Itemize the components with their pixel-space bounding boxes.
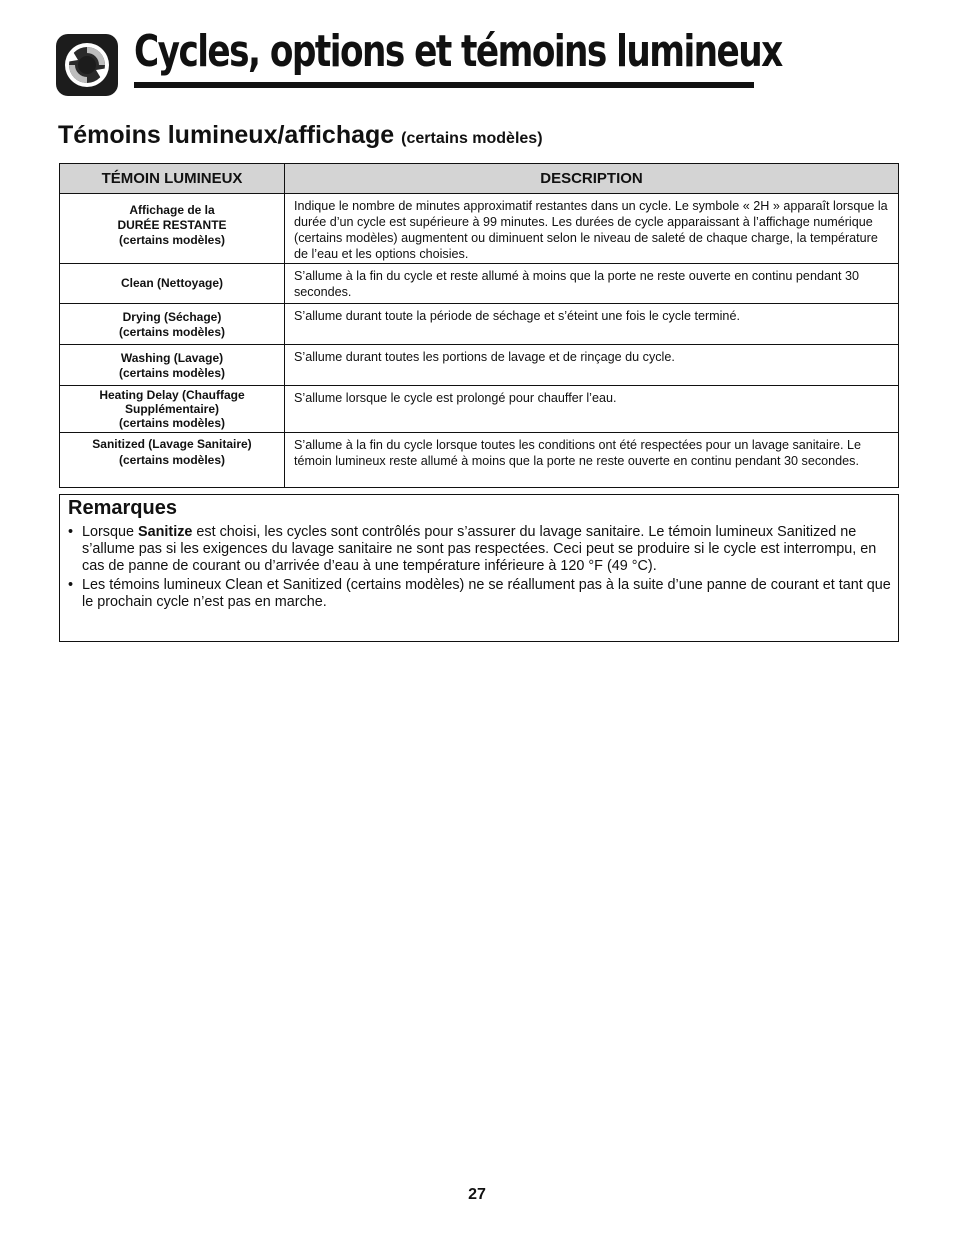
indicator-name-line: Clean (Nettoyage) (120, 276, 224, 290)
table-row (60, 433, 899, 488)
indicator-name (60, 264, 285, 304)
remarks-title: Remarques (68, 497, 177, 519)
table-row (60, 264, 899, 304)
remark-item (68, 524, 894, 575)
page-header (56, 26, 782, 98)
indicator-description: Indique le nombre de minutes approximatif restantes dans un cycle. Le symbole « 2H » apparaît lorsque la durée d’un cycle est supérieure à 99 minutes. Les durées de cycle apparaissant à l’affichage numérique (certains modèles) augmentent ou diminuent selon le niveau de saleté de chaque charge, la température de l’eau et les options choisies. (285, 194, 899, 264)
indicator-description: S’allume à la fin du cycle lorsque toutes les conditions ont été respectées pour un lavage sanitaire. Le témoin lumineux reste allumé à moins que la porte ne reste ouverte en continu pendant 30 secondes. (285, 433, 899, 488)
page-number: 27 (468, 1186, 486, 1203)
remark-text: Les témoins lumineux Clean et Sanitized (certains modèles) ne se réallument pas à la suite d’une panne de courant et tant que le prochain cycle n’est pas en marche. (82, 577, 891, 610)
bullet-icon: • (68, 524, 74, 540)
remark-text: est choisi, les cycles sont contrôlés pour s’assurer du lavage sanitaire. Le témoin lumineux Sanitized ne s’allume pas si les exigences du lavage sanitaire ne sont pas respectées. Ceci peut se produire si le cycle est interrompu, en cas de panne de courant ou d’arrivée d’eau à une température inférieure à 120 °F (49 °C). (82, 524, 877, 574)
indicator-name-line: Affichage de la (129, 203, 215, 217)
indicator-name (60, 386, 285, 433)
table-row (60, 345, 899, 386)
indicator-name-line: (certains modèles) (118, 325, 226, 339)
indicator-name-line: Washing (Lavage) (120, 351, 224, 365)
indicator-description: S’allume lorsque le cycle est prolongé pour chauffer l’eau. (285, 386, 899, 433)
indicator-description: S’allume durant toute la période de séchage et s’éteint une fois le cycle terminé. (285, 304, 899, 345)
indicator-description: S’allume à la fin du cycle et reste allumé à moins que la porte ne reste ouverte en continu pendant 30 secondes. (285, 264, 899, 304)
indicator-name (60, 304, 285, 345)
indicator-name (60, 433, 285, 488)
indicator-name-line: Drying (Séchage) (122, 310, 222, 324)
remark-keyword: Sanitize (138, 524, 193, 540)
indicator-name-line: (certains modèles) (118, 233, 226, 247)
section-subtitle: (certains modèles) (401, 130, 543, 147)
indicator-name-line: (certains modèles) (118, 366, 226, 380)
cycle-arrows-icon (56, 34, 118, 96)
section-title-text: Témoins lumineux/affichage (58, 121, 395, 149)
indicator-name-line: Heating Delay (Chauffage (99, 388, 245, 402)
indicator-name-line: Supplémentaire) (124, 402, 220, 416)
section-title (58, 121, 543, 150)
remarks-list (68, 524, 894, 613)
remark-text: Lorsque (82, 524, 139, 540)
indicator-lights-table (59, 163, 899, 488)
indicator-description: S’allume durant toutes les portions de lavage et de rinçage du cycle. (285, 345, 899, 386)
table-header-row (60, 164, 899, 194)
indicator-name-line: (certains modèles) (118, 453, 226, 467)
column-header-indicator: TÉMOIN LUMINEUX (60, 164, 285, 194)
page-title: Cycles, options et témoins lumineux (134, 26, 782, 77)
indicator-name-line: Sanitized (Lavage Sanitaire) (92, 437, 252, 451)
table-row (60, 194, 899, 264)
remark-item (68, 577, 894, 611)
bullet-icon: • (68, 577, 74, 593)
table-row (60, 304, 899, 345)
title-underline (134, 82, 754, 88)
remarks-box (59, 494, 899, 642)
table-row (60, 386, 899, 433)
indicator-name-line: (certains modèles) (118, 416, 226, 430)
indicator-name-line: DURÉE RESTANTE (117, 218, 227, 232)
column-header-description: DESCRIPTION (285, 164, 899, 194)
indicator-name (60, 194, 285, 264)
indicator-name (60, 345, 285, 386)
